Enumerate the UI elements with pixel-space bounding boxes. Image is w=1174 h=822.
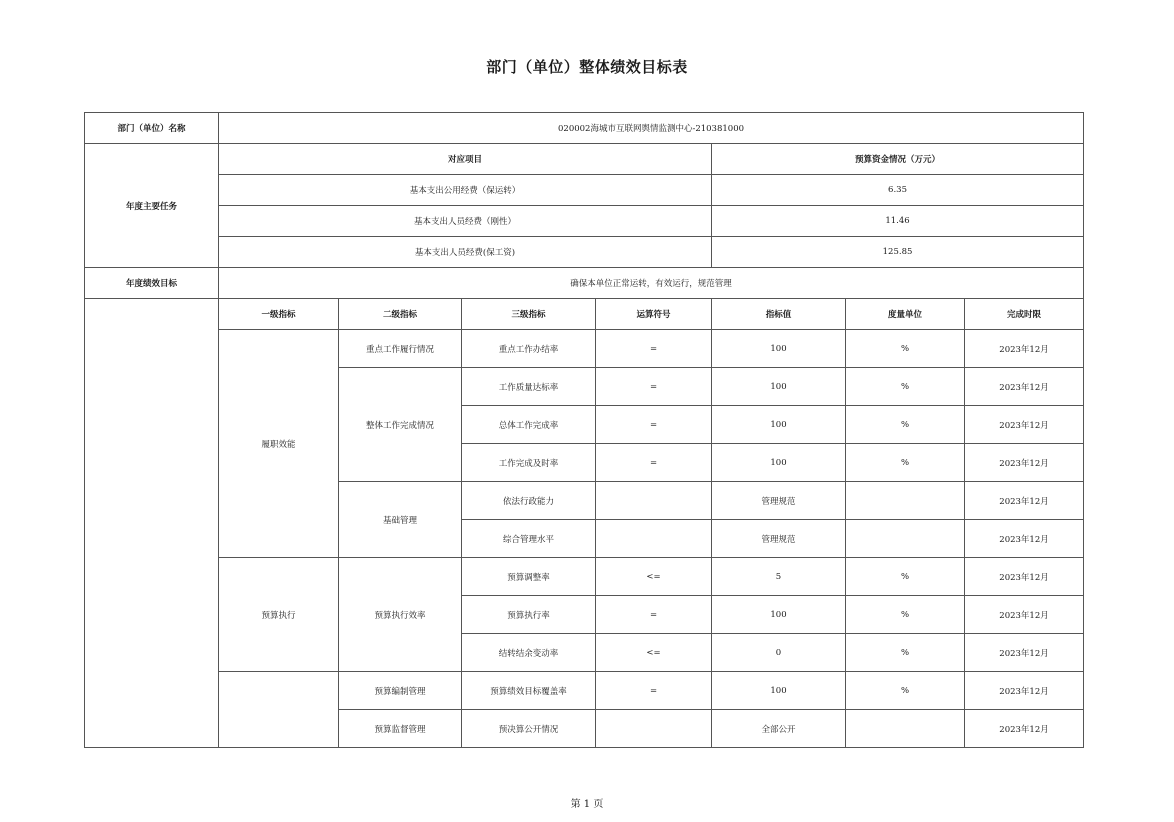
indicator-row [85,330,1084,368]
group-l2: 预算编制管理 [339,672,462,710]
indicator-unit [846,482,965,520]
task-budget: 6.35 [712,175,1084,206]
task-project: 基本支出公用经费（保运转） [219,175,712,206]
task-project: 基本支出人员经费(保工资) [219,237,712,268]
indicator-unit: % [846,558,965,596]
indicator-l3: 结转结余变动率 [462,634,596,672]
performance-table [84,112,1084,748]
indicator-value: 管理规范 [712,520,846,558]
indicator-op: <= [596,634,712,672]
indicator-unit [846,710,965,748]
indicator-unit [846,520,965,558]
group-l2: 整体工作完成情况 [339,368,462,482]
goal-label: 年度绩效目标 [85,268,219,299]
task-budget: 11.46 [712,206,1084,237]
indicator-time: 2023年12月 [965,710,1084,748]
indicator-time: 2023年12月 [965,634,1084,672]
group-l1: 预算执行 [219,558,339,672]
group-l2: 预算监督管理 [339,710,462,748]
task-row [85,237,1084,268]
header-value: 指标值 [712,299,846,330]
page-number: 第 1 页 [570,799,604,810]
header-unit: 度量单位 [846,299,965,330]
indicator-op [596,520,712,558]
indicator-time: 2023年12月 [965,368,1084,406]
indicator-unit: % [846,406,965,444]
group-l1: 履职效能 [219,330,339,558]
indicator-blank-cell [85,299,219,748]
dept-label: 部门（单位）名称 [85,113,219,144]
indicator-unit: % [846,672,965,710]
indicator-l3: 重点工作办结率 [462,330,596,368]
header-op: 运算符号 [596,299,712,330]
dept-value: 020002海城市互联网舆情监测中心-210381000 [219,113,1084,144]
indicator-time: 2023年12月 [965,596,1084,634]
indicator-header-row [85,299,1084,330]
page-title: 部门（单位）整体绩效目标表 [486,58,688,76]
goal-value: 确保本单位正常运转，有效运行，规范管理 [219,268,1084,299]
indicator-value: 0 [712,634,846,672]
indicator-op: = [596,368,712,406]
goal-row [85,268,1084,299]
indicator-op: <= [596,558,712,596]
indicator-value: 100 [712,596,846,634]
indicator-time: 2023年12月 [965,444,1084,482]
indicator-l3: 预算绩效目标覆盖率 [462,672,596,710]
indicator-l3: 预决算公开情况 [462,710,596,748]
indicator-time: 2023年12月 [965,520,1084,558]
indicator-unit: % [846,596,965,634]
indicator-op: = [596,672,712,710]
header-time: 完成时限 [965,299,1084,330]
indicator-time: 2023年12月 [965,330,1084,368]
indicator-op: = [596,330,712,368]
indicator-value: 5 [712,558,846,596]
indicator-value: 100 [712,406,846,444]
indicator-l3: 预算调整率 [462,558,596,596]
task-budget: 125.85 [712,237,1084,268]
indicator-time: 2023年12月 [965,558,1084,596]
indicator-l3: 总体工作完成率 [462,406,596,444]
indicator-l3: 工作质量达标率 [462,368,596,406]
indicator-l3: 依法行政能力 [462,482,596,520]
indicator-value: 全部公开 [712,710,846,748]
indicator-op: = [596,406,712,444]
task-project: 基本支出人员经费（刚性） [219,206,712,237]
group-l2: 基础管理 [339,482,462,558]
task-row [85,175,1084,206]
indicator-value: 100 [712,368,846,406]
indicator-value: 100 [712,330,846,368]
indicator-time: 2023年12月 [965,482,1084,520]
indicator-time: 2023年12月 [965,672,1084,710]
header-l2: 二级指标 [339,299,462,330]
indicator-l3: 工作完成及时率 [462,444,596,482]
indicator-row [85,558,1084,596]
indicator-value: 100 [712,672,846,710]
indicator-value: 管理规范 [712,482,846,520]
group-l2: 重点工作履行情况 [339,330,462,368]
tasks-col-budget: 预算资金情况（万元） [712,144,1084,175]
indicator-unit: % [846,444,965,482]
header-l1: 一级指标 [219,299,339,330]
tasks-col-project: 对应项目 [219,144,712,175]
indicator-row [85,672,1084,710]
indicator-op [596,482,712,520]
indicator-op: = [596,596,712,634]
header-l3: 三级指标 [462,299,596,330]
indicator-op: = [596,444,712,482]
indicator-unit: % [846,330,965,368]
group-l2: 预算执行效率 [339,558,462,672]
task-row [85,206,1084,237]
indicator-l3: 综合管理水平 [462,520,596,558]
indicator-value: 100 [712,444,846,482]
tasks-header-row [85,144,1084,175]
indicator-l3: 预算执行率 [462,596,596,634]
indicator-unit: % [846,368,965,406]
group-l1 [219,672,339,748]
indicator-time: 2023年12月 [965,406,1084,444]
tasks-label: 年度主要任务 [85,144,219,268]
dept-row [85,113,1084,144]
indicator-unit: % [846,634,965,672]
indicator-op [596,710,712,748]
